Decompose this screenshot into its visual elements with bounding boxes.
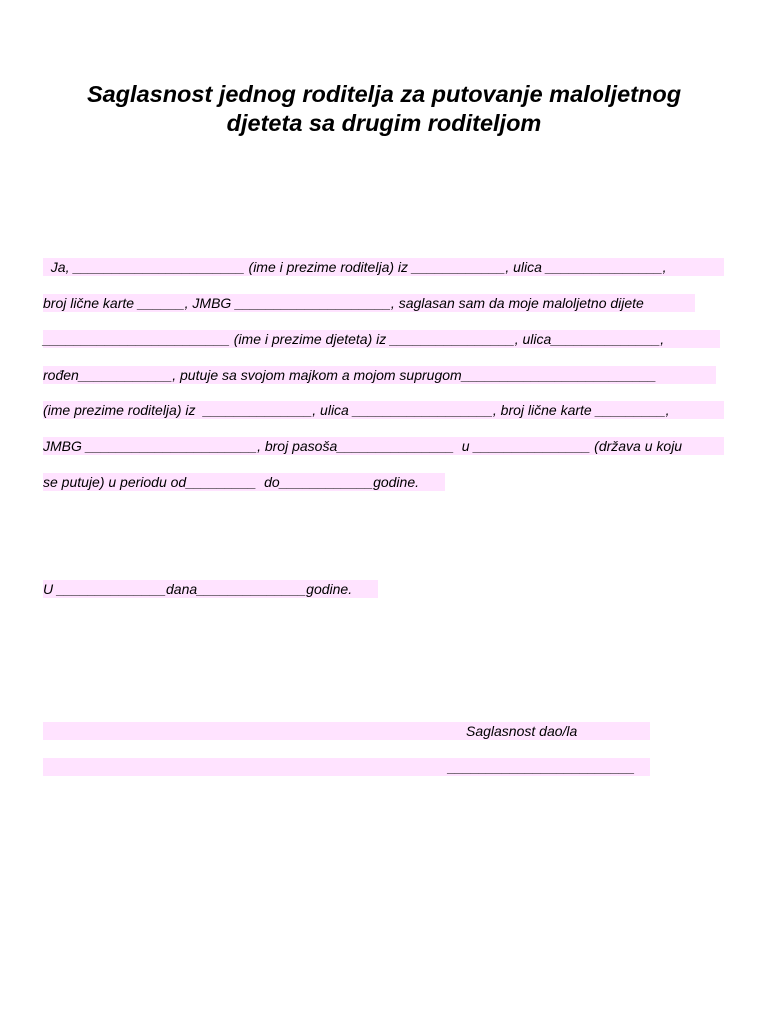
title-line-2: djeteta sa drugim roditeljom: [226, 110, 542, 136]
title-line-1: Saglasnost jednog roditelja za putovanje maloljetnog: [86, 81, 682, 107]
body-line-6: JMBG ______________________, broj pasoša_______________ u _______________ (država u koju: [43, 437, 724, 455]
body-line-4: rođen____________, putuje sa svojom majkom a mojom suprugom_________________________: [43, 366, 716, 384]
body-line-7: se putuje) u periodu od_________ do____________godine.: [43, 473, 445, 491]
document-title: [0, 80, 768, 138]
place-date-line: U ______________dana______________godine.: [43, 580, 378, 598]
signature-line: ________________________: [448, 759, 635, 775]
body-line-3: ________________________ (ime i prezime djeteta) iz ________________, ulica______________,: [43, 330, 720, 348]
signature-label: Saglasnost dao/la: [466, 723, 578, 739]
body-line-2: broj lične karte ______, JMBG ____________________, saglasan sam da moje maloljetno dijete: [43, 294, 695, 312]
body-line-1: Ja, ______________________ (ime i prezime roditelja) iz ____________, ulica _______________,: [43, 258, 724, 276]
body-line-5: (ime prezime roditelja) iz ______________, ulica __________________, broj lične karte _________,: [43, 401, 724, 419]
